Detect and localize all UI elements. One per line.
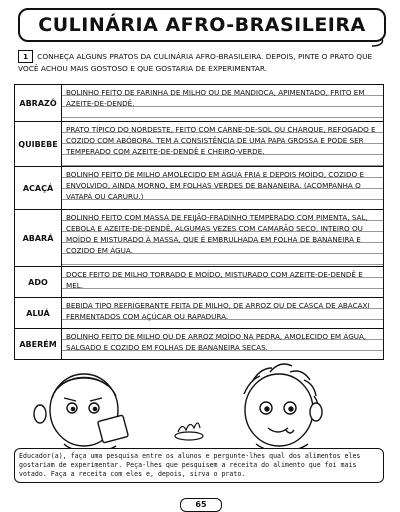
boy-drinking-icon [34, 374, 128, 452]
dish-description: DOCE FEITO DE MILHO TORRADO E MOÍDO, MISTURADO COM AZEITE-DE-DENDÊ E MEL. [62, 267, 383, 297]
page-title: CULINÁRIA AFRO-BRASILEIRA [38, 14, 366, 36]
instruction [18, 50, 374, 74]
dish-row-aberem [15, 329, 383, 359]
dish-row-alua [15, 298, 383, 329]
dish-description: BOLINHO FEITO COM MASSA DE FEIJÃO-FRADINHO TEMPERADO COM PIMENTA, SAL, CEBOLA E AZEITE-DE-DENDÊ, ALGUMAS VEZES COM CAMARÃO SECO, INTEIRO OU MOÍDO E MISTURADO À MASSA, QUE É EMBRULHADA EM FOLHA DE BANANEIRA E COZIDO EM ÁGUA. [62, 210, 383, 266]
dish-description: BOLINHO FEITO DE MILHO OU DE ARROZ MOÍDO NA PEDRA, AMOLECIDO EM ÁGUA, SALGADO E COZIDO EM FOLHAS DE BANANEIRA SECAS. [62, 329, 383, 359]
exercise-number: 1 [18, 50, 33, 63]
dish-name[interactable]: ADO [15, 267, 62, 297]
dish-description: BEBIDA TIPO REFRIGERANTE FEITA DE MILHO, DE ARROZ OU DE CASCA DE ABACAXI FERMENTADOS COM AÇÚCAR OU RAPADURA. [62, 298, 383, 328]
children-illustration [24, 358, 384, 458]
dish-name[interactable]: ACAÇÁ [15, 167, 62, 209]
dish-row-abara [15, 210, 383, 267]
dish-name[interactable]: ALUÁ [15, 298, 62, 328]
dish-name[interactable]: QUIBEBE [15, 122, 62, 166]
dish-row-quibebe [15, 122, 383, 167]
dish-row-abrazo [15, 85, 383, 122]
educator-note: Educador(a), faça uma pesquisa entre os alunos e pergunte-lhes qual dos alimentos eles gostariam de experimentar. Peça-lhes que pesquisem a receita do alimento que foi mais votado. Faça a receita com eles e, depois, sirva o prato. [14, 448, 384, 483]
dish-row-acaca [15, 167, 383, 210]
dish-description: PRATO TÍPICO DO NORDESTE, FEITO COM CARNE-DE-SOL OU CHARQUE, REFOGADO E COZIDO COM ABÓBORA. TEM A CONSISTÊNCIA DE UMA PAPA GROSSA E PODE SER TEMPERADO COM AZEITE-DE-DENDÊ E CHEIRO-VERDE. [62, 122, 383, 166]
dish-name[interactable]: ABRAZÔ [15, 85, 62, 121]
dish-row-ado [15, 267, 383, 298]
food-plate-icon [175, 423, 203, 440]
dish-description: BOLINHO FEITO DE MILHO AMOLECIDO EM ÁGUA FRIA E DEPOIS MOÍDO, COZIDO E ENVOLVIDO, AINDA MORNO, EM FOLHAS VERDES DE BANANEIRA. (ACOMPANHA O VATAPÁ OU CARURU.) [62, 167, 383, 209]
worksheet-page [4, 2, 392, 509]
dish-description: BOLINHO FEITO DE FARINHA DE MILHO OU DE MANDIOCA, APIMENTADO, FRITO EM AZEITE-DE-DENDÊ. [62, 85, 383, 121]
dishes-table [14, 84, 384, 360]
instruction-text: CONHEÇA ALGUNS PRATOS DA CULINÁRIA AFRO-BRASILEIRA. DEPOIS, PINTE O PRATO QUE VOCÊ ACHOU MAIS GOSTOSO E QUE GOSTARIA DE EXPERIMENTAR. [18, 52, 373, 73]
dish-name[interactable]: ABARÁ [15, 210, 62, 266]
title-banner [18, 8, 386, 42]
dish-name[interactable]: ABERÉM [15, 329, 62, 359]
page-number: 65 [180, 498, 222, 512]
girl-tasting-icon [244, 364, 322, 452]
